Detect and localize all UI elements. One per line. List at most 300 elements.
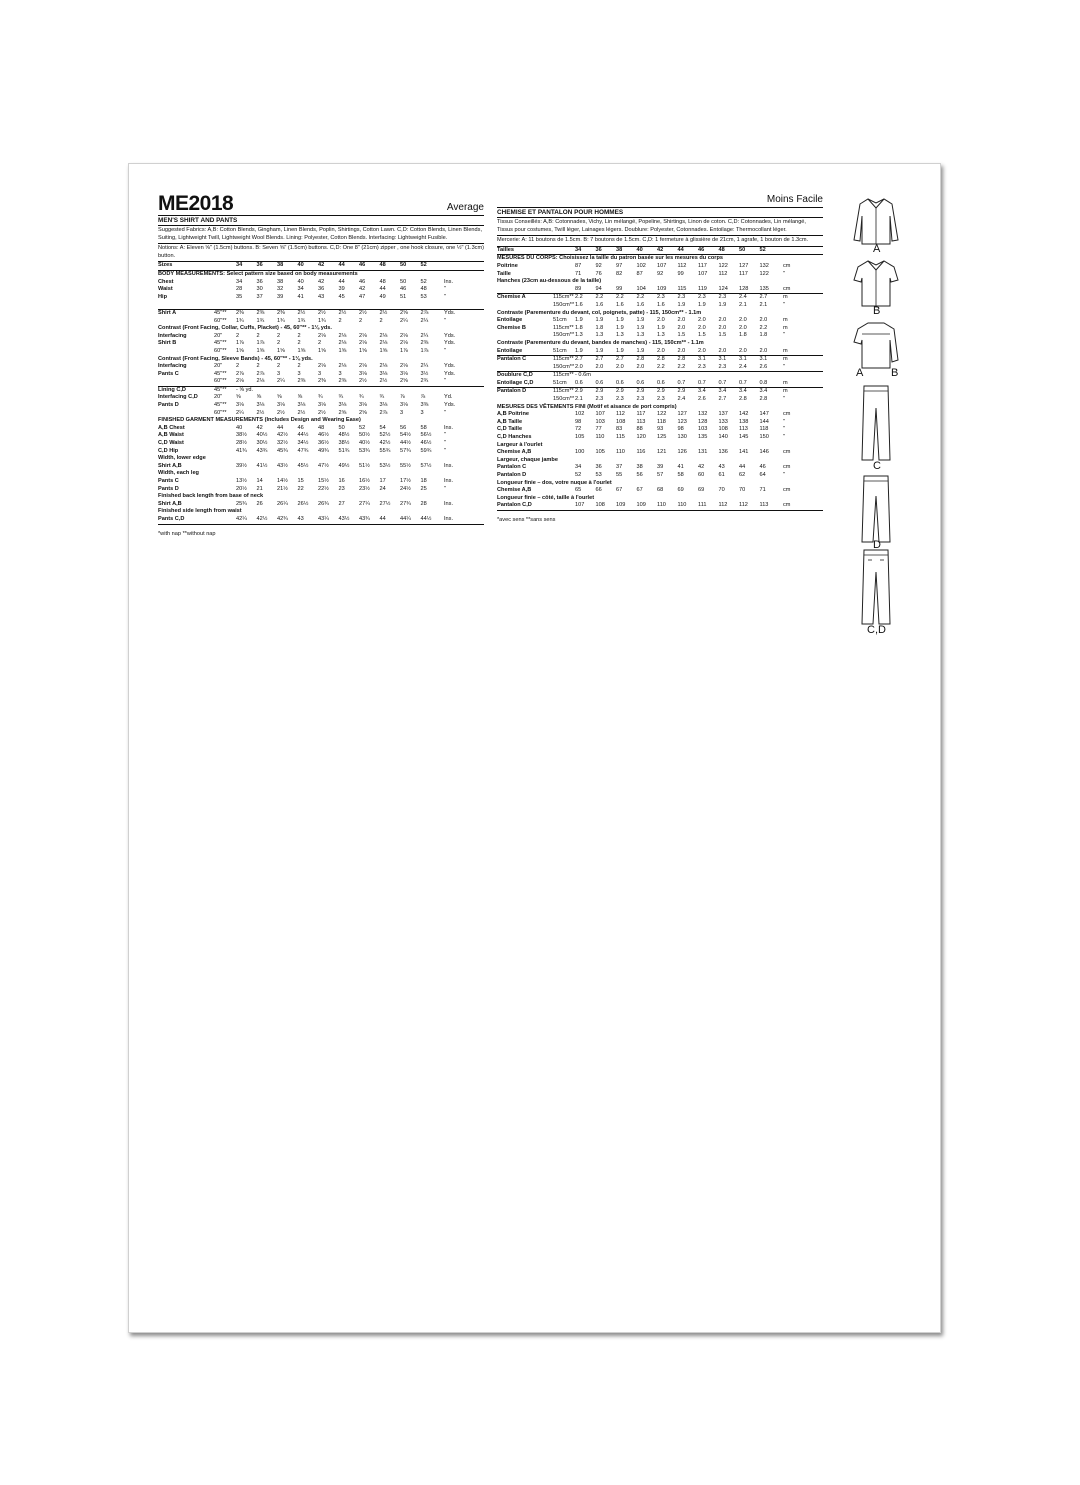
- table-cell: 2.0: [698, 317, 706, 324]
- unit: Ins.: [444, 478, 454, 484]
- table-cell: 99: [616, 285, 623, 292]
- table-cell: 68: [657, 487, 664, 494]
- unit: ": [444, 347, 446, 354]
- table-cell: 37: [616, 464, 623, 471]
- table-cell: ¾: [318, 394, 323, 401]
- table-cell: 23: [338, 485, 345, 492]
- fabric-width: 115cm**: [553, 372, 574, 379]
- table-row: [158, 371, 484, 379]
- table-cell: 1.9: [718, 301, 727, 308]
- table-cell: 1.9: [657, 324, 665, 331]
- table-cell: 69: [677, 487, 684, 494]
- fabric-width: 20": [214, 363, 223, 370]
- row-label: [497, 332, 553, 340]
- unit: Yds.: [444, 340, 456, 347]
- table-cell: 2⅜: [318, 378, 326, 385]
- table-cell: 52: [420, 262, 427, 269]
- table-row: [158, 286, 484, 294]
- table-cell: 119: [698, 285, 707, 292]
- table-cell: 145: [739, 434, 749, 441]
- unit: ": [444, 432, 446, 439]
- row-label: Pants C,D: [158, 515, 185, 522]
- table-row: [158, 440, 484, 448]
- unit: ": [444, 317, 446, 324]
- row-label: Pantalon C: [497, 464, 527, 471]
- pleated-pants-icon: [852, 474, 900, 544]
- table-cell: ⅝: [256, 394, 262, 401]
- table-cell: 47¾: [297, 447, 309, 454]
- table-cell: 48½: [338, 432, 350, 439]
- table-cell: 125: [657, 434, 667, 441]
- table-cell: 2.1: [739, 301, 747, 308]
- table-cell: 2.2: [575, 294, 583, 301]
- table-row: [158, 348, 484, 356]
- table-cell: 1⅝: [359, 347, 367, 354]
- table-cell: 2⅝: [359, 409, 367, 416]
- table-cell: 72: [575, 426, 582, 433]
- table-cell: 56: [636, 472, 643, 478]
- table-cell: 87: [636, 270, 643, 277]
- table-cell: 26: [256, 500, 263, 507]
- table-cell: 1.9: [677, 301, 686, 308]
- table-cell: 1.9: [636, 324, 645, 331]
- table-cell: 1.9: [616, 317, 624, 324]
- section-heading-text: Contraste (Parementure du devant, col, poignets, patte) - 115, 150cm** - 1.1m: [497, 309, 702, 316]
- table-cell: 41¾: [236, 447, 247, 454]
- row-label: [158, 410, 214, 418]
- table-cell: 15: [297, 478, 304, 484]
- row-label: C,D Taille: [497, 426, 523, 433]
- table-row: [497, 380, 823, 388]
- table-cell: 1.8: [595, 324, 604, 331]
- table-cell: 2.2: [636, 294, 645, 301]
- table-cell: [657, 372, 678, 380]
- unit: Ins.: [444, 278, 454, 285]
- table-cell: 2.0: [718, 317, 727, 324]
- row-label: Interfacing: [158, 332, 187, 339]
- fabric-width: [553, 286, 575, 294]
- table-cell: 51¾: [338, 447, 350, 454]
- table-cell: 60: [698, 472, 705, 478]
- table-cell: 2.2: [616, 294, 624, 301]
- fabric-width: [214, 448, 236, 456]
- row-spacer: [158, 301, 484, 309]
- section-heading: [497, 310, 823, 318]
- table-cell: 41: [297, 293, 304, 300]
- table-cell: 2½: [318, 309, 326, 316]
- table-cell: 53: [595, 472, 602, 478]
- table-cell: 108: [595, 502, 605, 509]
- table-cell: 2⅛: [379, 340, 388, 347]
- fabric-width: 60"**: [214, 347, 227, 354]
- table-cell: 42: [256, 424, 263, 431]
- table-row: [158, 432, 484, 440]
- table-cell: 2⅞: [256, 370, 265, 377]
- table-cell: 2: [277, 332, 281, 339]
- table-cell: 1.3: [575, 332, 583, 339]
- table-cell: 2⅞: [379, 409, 388, 416]
- table-cell: 103: [595, 418, 605, 425]
- table-cell: 26¼: [277, 500, 288, 507]
- table-cell: 36: [256, 262, 263, 269]
- table-cell: 2⅛: [338, 332, 347, 339]
- row-label: Chemise A,B: [497, 487, 532, 494]
- table-cell: 1⅝: [256, 347, 265, 354]
- table-cell: 2⅛: [338, 363, 347, 370]
- table-cell: 2.8: [677, 356, 686, 363]
- table-cell: 94: [595, 285, 602, 292]
- section-heading: [158, 417, 484, 425]
- table-cell: 1⅞: [236, 340, 244, 347]
- table-cell: 2.9: [636, 388, 645, 395]
- fabric-width: 60"**: [214, 317, 227, 324]
- table-cell: 43¼: [318, 515, 329, 522]
- table-cell: 2.0: [698, 324, 706, 331]
- table-row: [497, 464, 823, 472]
- table-cell: 1.5: [677, 332, 686, 339]
- section-heading: [158, 356, 484, 364]
- table-cell: 131: [698, 449, 708, 456]
- table-cell: 1.8: [739, 332, 747, 339]
- table-cell: 2½: [256, 409, 265, 416]
- table-cell: 2⅛: [400, 340, 408, 347]
- table-cell: 58: [677, 472, 684, 478]
- unit: ": [444, 440, 446, 447]
- table-cell: 65: [575, 487, 582, 494]
- table-cell: 2.0: [677, 317, 686, 324]
- section-heading-text: Width, each leg: [158, 470, 199, 477]
- row-label: Shirt A: [158, 309, 177, 316]
- table-cell: 2⅜: [277, 309, 285, 316]
- table-cell: 109: [657, 285, 667, 292]
- section-heading: [497, 255, 823, 263]
- table-cell: 40: [297, 278, 304, 285]
- table-cell: 41½: [256, 462, 268, 469]
- table-row: [158, 486, 484, 494]
- unit: ": [783, 301, 785, 308]
- fabric-width: 20": [214, 332, 223, 339]
- table-cell: 112: [677, 262, 687, 269]
- table-cell: 1⅝: [338, 347, 347, 354]
- table-row: [497, 263, 823, 271]
- table-cell: 39½: [236, 462, 247, 469]
- table-cell: 2¾: [420, 378, 429, 385]
- table-cell: 55½: [400, 462, 411, 469]
- table-cell: 92: [657, 270, 664, 277]
- table-cell: 66: [595, 487, 602, 494]
- unit: cm: [783, 285, 791, 292]
- table-cell: 1.6: [616, 301, 624, 308]
- section-heading: [497, 457, 823, 465]
- table-cell: ⅝: [277, 394, 282, 401]
- table-cell: 110: [595, 434, 605, 441]
- unit: m: [783, 317, 788, 324]
- row-label: [497, 286, 553, 294]
- table-cell: 3⅛: [318, 402, 326, 409]
- difficulty-level: Average: [446, 202, 484, 213]
- table-cell: 113: [739, 426, 748, 433]
- table-cell: [760, 372, 781, 380]
- table-cell: 49½: [338, 462, 350, 469]
- table-cell: 16½: [359, 478, 370, 484]
- table-cell: 2: [297, 363, 301, 370]
- row-label: Chest: [158, 278, 174, 285]
- unit: m: [783, 379, 788, 386]
- table-cell: 27: [338, 500, 345, 507]
- fabric-width: 115cm**: [553, 294, 574, 301]
- row-label: A,B Waist: [158, 432, 184, 439]
- fabric-width: 45"**: [214, 370, 227, 377]
- table-cell: 46: [759, 464, 766, 471]
- table-cell: 1¾: [256, 317, 265, 324]
- pants-back-icon: [852, 548, 900, 628]
- section-heading-text: MESURES DU CORPS: Choisissez la taille du patron basée sur les mesures du corps: [497, 255, 723, 262]
- table-cell: 2⅝: [338, 409, 347, 416]
- table-row: [497, 449, 823, 457]
- table-cell: 2½: [359, 378, 367, 385]
- table-cell: 49¾: [318, 447, 329, 454]
- table-cell: 47½: [318, 462, 329, 469]
- table-cell: 3⅜: [420, 402, 429, 409]
- fabric-width: 60"**: [214, 378, 227, 385]
- table-cell: 61: [718, 472, 725, 478]
- table-divider: [497, 510, 823, 511]
- table-cell: ¾: [338, 394, 344, 401]
- row-label: Doublure C,D: [497, 372, 533, 379]
- table-cell: 40: [297, 262, 304, 269]
- table-cell: 44½: [400, 440, 411, 447]
- size-header-row: [497, 247, 823, 256]
- table-cell: 25: [420, 485, 427, 492]
- table-cell: 69: [698, 487, 705, 494]
- table-cell: 17½: [400, 478, 411, 484]
- table-cell: 2.0: [616, 363, 624, 370]
- notions: Notions: A: Eleven ⅝" (1.5cm) buttons. B: Seven ⅝" (1.5cm) buttons. C,D: One 8" (21cm) zipper , one hook closure, one ½" (1.3cm) button.: [158, 244, 484, 262]
- table-cell: 3.1: [759, 356, 768, 363]
- table-cell: 44½: [420, 515, 432, 522]
- section-heading-text: Contrast (Front Facing, Collar, Cuffs, Placket) - 45, 60"** - 1⅛ yds.: [158, 325, 332, 332]
- table-cell: 112: [739, 502, 748, 509]
- notions-fr: Mercerie: A: 11 boutons de 1.5cm. B: 7 boutons de 1.5cm. C,D: 1 fermeture à glissière de 21cm, 1 agrafe, 1 bouton de 1.3cm.: [497, 236, 823, 247]
- table-divider: [158, 524, 484, 525]
- table-cell: 102: [575, 411, 585, 418]
- table-cell: 3: [297, 370, 301, 377]
- unit: m: [783, 356, 788, 363]
- table-cell: 3: [400, 409, 404, 416]
- table-row: [497, 294, 823, 302]
- table-cell: 135: [698, 434, 708, 441]
- table-cell: 1⅝: [318, 347, 326, 354]
- table-cell: 71: [759, 487, 766, 494]
- table-cell: - 0.6m: [575, 372, 591, 379]
- table-cell: 49: [379, 293, 386, 300]
- section-heading-text: Largeur, chaque jambe: [497, 456, 558, 463]
- table-cell: 16: [338, 478, 345, 484]
- table-cell: [739, 372, 760, 380]
- unit: ": [783, 363, 785, 370]
- table-cell: 1.6: [636, 301, 645, 308]
- table-cell: 54½: [400, 432, 411, 439]
- row-label: Entoilage: [497, 317, 523, 324]
- table-cell: 2.4: [739, 363, 747, 370]
- table-row: [158, 279, 484, 287]
- table-cell: 3.4: [739, 388, 747, 395]
- table-cell: 39: [657, 464, 664, 471]
- table-cell: 48: [420, 286, 427, 293]
- table-cell: - ⅝ yd.: [236, 386, 254, 393]
- table-cell: 133: [718, 418, 728, 425]
- table-cell: 1.6: [575, 301, 583, 308]
- table-cell: 3⅛: [359, 370, 367, 377]
- unit: m: [783, 294, 788, 301]
- table-row: [158, 363, 484, 371]
- table-cell: 2.2: [657, 363, 665, 370]
- table-cell: 64: [759, 472, 766, 478]
- table-cell: 3⅛: [379, 402, 388, 409]
- fabric-width: [553, 464, 575, 472]
- table-cell: 39: [338, 286, 345, 293]
- table-cell: 107: [657, 262, 667, 269]
- english-header: [158, 194, 484, 216]
- row-label: Chemise B: [497, 324, 526, 331]
- table-cell: 0.6: [636, 379, 645, 386]
- table-cell: 21: [256, 485, 263, 492]
- table-cell: 123: [677, 418, 687, 425]
- table-cell: [596, 372, 617, 380]
- table-cell: 3⅛: [359, 402, 367, 409]
- table-cell: 2.9: [677, 388, 686, 395]
- table-cell: 34: [297, 286, 304, 293]
- table-cell: 120: [636, 434, 646, 441]
- table-cell: 46: [359, 278, 366, 285]
- yardage-table-fr: [497, 247, 823, 511]
- table-cell: 137: [718, 411, 728, 418]
- table-cell: 1.9: [575, 347, 583, 354]
- table-cell: 2⅛: [256, 378, 265, 385]
- table-cell: 1.9: [636, 347, 645, 354]
- table-cell: 122: [759, 270, 769, 277]
- table-cell: 70: [739, 487, 746, 494]
- table-cell: 38: [636, 464, 643, 471]
- table-cell: 2.4: [677, 396, 686, 403]
- table-cell: 107: [575, 502, 585, 509]
- french-header: [497, 194, 823, 208]
- table-cell: 1.5: [698, 332, 706, 339]
- table-cell: 30: [256, 286, 263, 293]
- view-label: C,D: [867, 624, 886, 636]
- table-row: [497, 419, 823, 427]
- unit: Ins.: [444, 462, 454, 469]
- table-cell: 41: [677, 464, 684, 471]
- table-cell: 0.8: [759, 379, 768, 386]
- table-cell: 44½: [297, 432, 309, 439]
- table-cell: 2.0: [739, 324, 747, 331]
- table-cell: 1.9: [575, 317, 583, 324]
- table-cell: 1⅝: [297, 347, 306, 354]
- table-cell: 2¼: [236, 409, 244, 416]
- pattern-code: ME2018: [158, 192, 234, 215]
- table-cell: 18: [420, 478, 427, 484]
- table-cell: 1⅞: [400, 347, 408, 354]
- table-cell: 43¾: [256, 447, 268, 454]
- table-cell: 2½: [297, 409, 306, 416]
- row-label: Pantalon D: [497, 472, 527, 478]
- table-cell: ⅝: [236, 394, 241, 401]
- shirt-back-icon: [852, 320, 900, 370]
- table-cell: 38½: [338, 440, 350, 447]
- table-cell: 48: [318, 424, 325, 431]
- table-cell: 26½: [297, 500, 309, 507]
- table-cell: 27¼: [359, 500, 370, 507]
- table-cell: 3.4: [718, 388, 727, 395]
- table-cell: 0.7: [718, 379, 727, 386]
- table-cell: 13½: [236, 478, 247, 484]
- table-cell: 46½: [318, 432, 329, 439]
- table-cell: 3: [338, 370, 342, 377]
- table-row: [497, 487, 823, 495]
- short-sleeve-shirt-icon: [852, 258, 900, 308]
- table-cell: 2.7: [616, 356, 624, 363]
- table-cell: 2: [277, 340, 281, 347]
- table-cell: 1⅝: [236, 347, 244, 354]
- table-cell: 42: [318, 278, 325, 285]
- row-label: Shirt A,B: [158, 462, 182, 469]
- table-cell: 1.9: [698, 301, 706, 308]
- footnote-fr: *avec sens **sans sens: [497, 516, 556, 523]
- fabric-width: [553, 419, 575, 427]
- row-label: A,B Chest: [158, 424, 185, 431]
- table-cell: 122: [657, 411, 667, 418]
- table-row: [497, 502, 823, 510]
- unit: [780, 372, 799, 380]
- table-row: [158, 340, 484, 348]
- table-cell: 28½: [236, 440, 247, 447]
- table-cell: 44: [277, 424, 284, 431]
- row-label: Pantalon D: [497, 388, 527, 395]
- view-shirt-back: [852, 320, 912, 384]
- table-cell: 92: [595, 262, 602, 269]
- table-row: [497, 317, 823, 325]
- table-cell: [421, 387, 442, 395]
- table-cell: 2: [379, 317, 383, 324]
- table-cell: 2.3: [677, 294, 686, 301]
- table-cell: [298, 387, 319, 395]
- unit: ": [783, 434, 785, 441]
- table-cell: 2⅛: [359, 340, 367, 347]
- garment-title-fr: CHEMISE ET PANTALON POUR HOMMES: [497, 208, 823, 218]
- table-cell: 121: [657, 449, 667, 456]
- fabric-width: 51cm: [553, 379, 567, 386]
- fabric-width: 150cm**: [553, 301, 575, 308]
- table-cell: 2.0: [698, 347, 706, 354]
- table-cell: 51: [400, 293, 407, 300]
- table-cell: 1.8: [759, 332, 768, 339]
- table-cell: 53¾: [359, 447, 370, 454]
- table-cell: 99: [677, 270, 684, 277]
- table-cell: 3: [277, 370, 281, 377]
- suggested-fabrics: Suggested Fabrics: A,B: Cotton Blends, Gingham, Linen Blends, Poplin, Shirtings, Cotton Lawn. C,D: Cotton Blends, Linen Blends, Suiting, Lightweight Twill, Lightweight Wool Blends. Lining: Polyester, Cotton Blends. Interfacing: Lightweight Fusible.: [158, 226, 484, 244]
- section-heading: [497, 480, 823, 488]
- table-cell: [678, 372, 699, 380]
- table-cell: 52: [420, 278, 427, 285]
- unit: ": [783, 426, 785, 433]
- table-cell: 110: [616, 449, 625, 456]
- table-cell: 55¾: [379, 447, 391, 454]
- table-cell: 116: [636, 449, 646, 456]
- table-row: [497, 364, 823, 372]
- table-cell: 58: [420, 424, 427, 431]
- table-cell: 2.3: [657, 294, 665, 301]
